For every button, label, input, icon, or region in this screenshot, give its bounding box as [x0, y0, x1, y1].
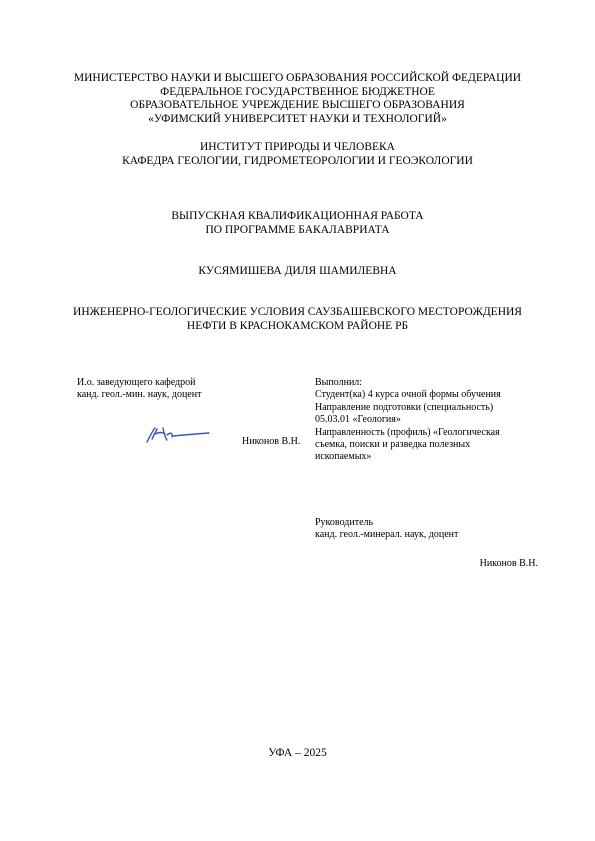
- supervisor-label: Руководитель: [315, 517, 374, 528]
- header-line: МИНИСТЕРСТВО НАУКИ И ВЫСШЕГО ОБРАЗОВАНИЯ РОССИЙСКОЙ ФЕДЕРАЦИИ: [73, 72, 522, 84]
- signature-icon: [143, 424, 211, 446]
- department-line: КАФЕДРА ГЕОЛОГИИ, ГИДРОМЕТЕОРОЛОГИИ И ГЕОЭКОЛОГИИ: [122, 154, 473, 167]
- supervisor-block: [315, 517, 458, 542]
- supervisor-name-block: [480, 558, 538, 570]
- supervisor-name: Никонов В.Н.: [479, 558, 538, 569]
- work-type-block: [0, 210, 595, 237]
- head-degree: канд. геол.-мин. наук, доцент: [77, 389, 202, 401]
- city-year: УФА – 2025: [268, 747, 327, 759]
- performer-line: Направление подготовки (специальность): [315, 401, 494, 413]
- institute-block: [0, 141, 595, 168]
- author-name: КУСЯМИШЕВА ДИЛЯ ШАМИЛЕВНА: [198, 265, 397, 277]
- header-line: «УФИМСКИЙ УНИВЕРСИТЕТ НАУКИ И ТЕХНОЛОГИЙ»: [148, 112, 447, 125]
- work-type-line: ВЫПУСКНАЯ КВАЛИФИКАЦИОННАЯ РАБОТА: [171, 210, 424, 222]
- author-block: [0, 265, 595, 279]
- title-line: НЕФТИ В КРАСНОКАМСКОМ РАЙОНЕ РБ: [186, 319, 409, 332]
- header-line: ФЕДЕРАЛЬНОЕ ГОСУДАРСТВЕННОЕ БЮДЖЕТНОЕ: [160, 85, 435, 98]
- performer-line: съемка, поиски и разведка полезных: [315, 439, 471, 451]
- performer-line: 05.03.01 «Геология»: [315, 414, 401, 426]
- performer-line: ископаемых»: [315, 451, 372, 463]
- thesis-title: [0, 306, 595, 333]
- title-line: ИНЖЕНЕРНО-ГЕОЛОГИЧЕСКИЕ УСЛОВИЯ САУЗБАШЕВСКОГО МЕСТОРОЖДЕНИЯ: [73, 306, 522, 318]
- performer-line: Направленность (профиль) «Геологическая: [315, 426, 500, 438]
- performer-label: Выполнил:: [315, 377, 363, 388]
- head-name: Никонов В.Н.: [242, 436, 301, 447]
- performer-block: [315, 377, 501, 464]
- head-of-department-block: [77, 377, 201, 402]
- ministry-header: [0, 72, 595, 126]
- header-line: ОБРАЗОВАТЕЛЬНОЕ УЧРЕЖДЕНИЕ ВЫСШЕГО ОБРАЗОВАНИЯ: [130, 99, 465, 112]
- institute-line: ИНСТИТУТ ПРИРОДЫ И ЧЕЛОВЕКА: [199, 141, 395, 153]
- head-role: И.о. заведующего кафедрой: [77, 377, 196, 388]
- footer-block: [0, 747, 595, 761]
- work-type-line: ПО ПРОГРАММЕ БАКАЛАВРИАТА: [205, 223, 390, 236]
- performer-line: Студент(ка) 4 курса очной формы обучения: [315, 389, 501, 401]
- supervisor-degree: канд. геол.-минерал. наук, доцент: [315, 529, 459, 541]
- head-name-block: [242, 436, 300, 448]
